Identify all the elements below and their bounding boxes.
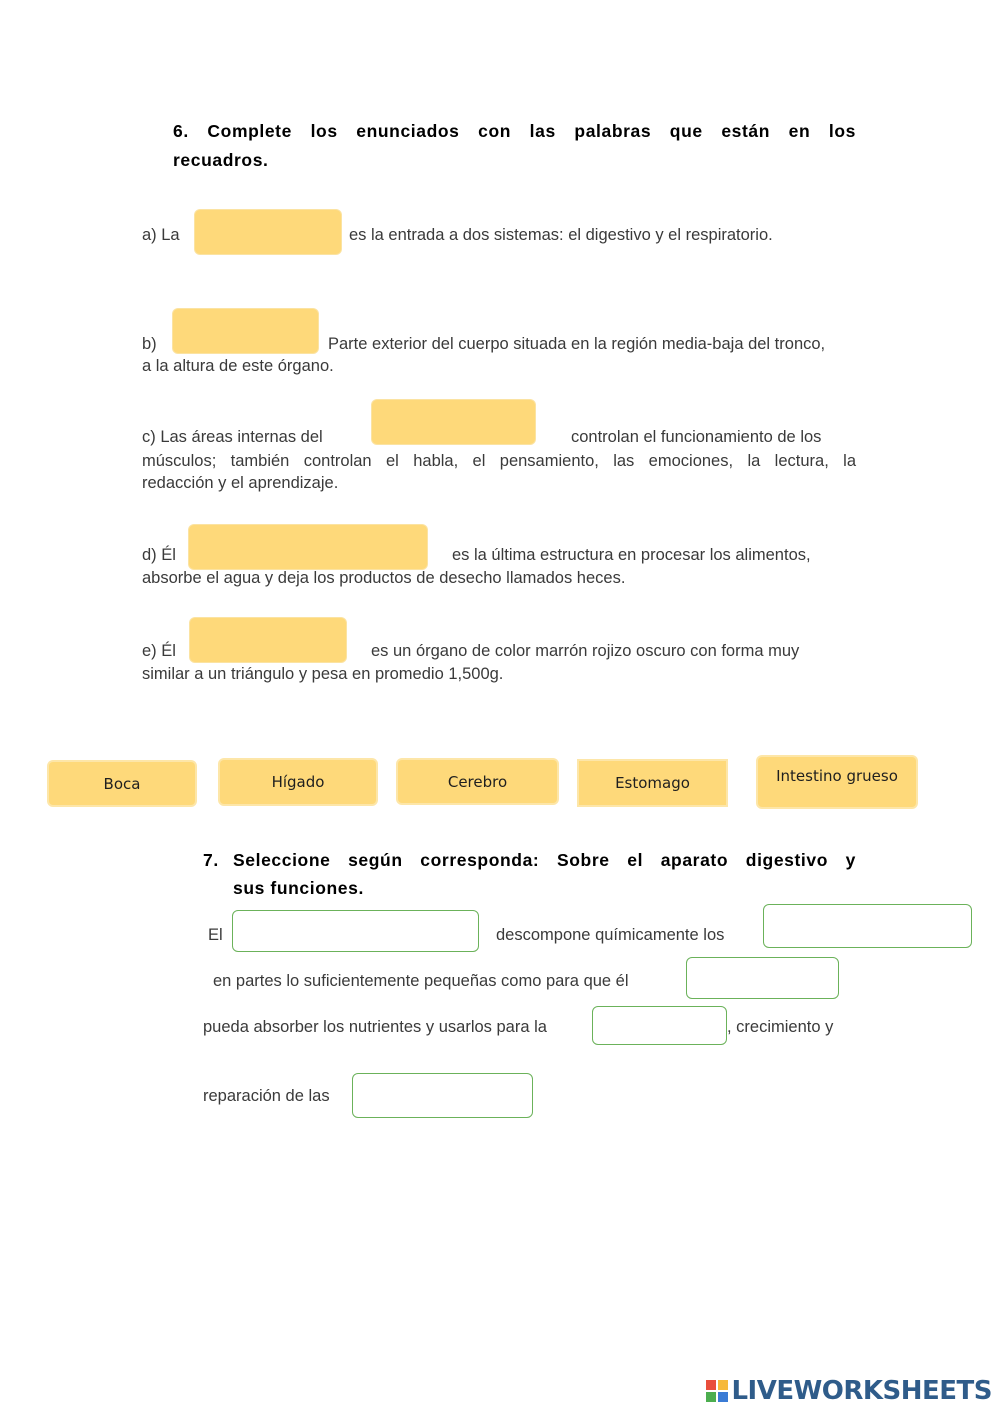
q6b-drop-zone[interactable] [173, 309, 318, 353]
q7-title-line1: Seleccione según corresponda: Sobre el aparato digestivo y [233, 850, 856, 870]
q6d-drop-zone[interactable] [189, 525, 427, 569]
q6d-line2: absorbe el agua y deja los productos de desecho llamados heces. [142, 569, 626, 587]
q6d-suffix: es la última estructura en procesar los alimentos, [452, 546, 811, 564]
q6e-line2: similar a un triángulo y pesa en promedio 1,500g. [142, 665, 504, 683]
q6e-suffix: es un órgano de color marrón rojizo oscuro con forma muy [371, 642, 800, 660]
logo-mark-icon [706, 1380, 728, 1402]
q6b-prefix: b) [142, 335, 157, 353]
q7-l3-suffix: , crecimiento y [727, 1018, 834, 1036]
q6e-prefix: e) Él [142, 642, 176, 660]
q6c-drop-zone[interactable] [372, 400, 535, 444]
word-chip-boca[interactable]: Boca [49, 762, 195, 805]
q7-select-5[interactable] [352, 1073, 533, 1118]
q6-title-line1: 6. Complete los enunciados con las palabras que están en los [173, 121, 856, 141]
q7-l4-text: reparación de las [203, 1087, 330, 1105]
q6-title-line2: recuadros. [173, 150, 269, 170]
q6a-drop-zone[interactable] [195, 210, 341, 254]
q7-select-3[interactable] [686, 957, 839, 999]
logo-square-3 [706, 1392, 716, 1402]
logo-text: LIVEWORKSHEETS [731, 1376, 992, 1406]
word-chip-higado[interactable]: Hígado [220, 760, 376, 804]
q6c-line3: redacción y el aprendizaje. [142, 474, 339, 492]
q7-select-2[interactable] [763, 904, 972, 948]
q6b-suffix: Parte exterior del cuerpo situada en la región media-baja del tronco, [328, 335, 826, 353]
q7-select-1[interactable] [232, 910, 479, 952]
q6a-suffix: es la entrada a dos sistemas: el digestivo y el respiratorio. [349, 226, 773, 244]
q6c-prefix: c) Las áreas internas del [142, 428, 323, 446]
logo-square-1 [706, 1380, 716, 1390]
q6b-line2: a la altura de este órgano. [142, 357, 334, 375]
q7-title-line2: sus funciones. [233, 878, 364, 898]
word-chip-intestino-grueso[interactable]: Intestino grueso [758, 757, 916, 807]
q7-select-4[interactable] [592, 1006, 727, 1045]
q7-l3-text: pueda absorber los nutrientes y usarlos para la [203, 1018, 547, 1036]
q7-l1-prefix: El [208, 926, 223, 944]
q7-l2-text: en partes lo suficientemente pequeñas como para que él [213, 972, 629, 990]
q6d-prefix: d) Él [142, 546, 176, 564]
q7-l1-mid: descompone químicamente los [496, 926, 725, 944]
liveworksheets-logo [706, 1376, 992, 1406]
word-chip-estomago[interactable]: Estomago [579, 761, 726, 805]
word-chip-cerebro[interactable]: Cerebro [398, 760, 557, 803]
logo-square-2 [718, 1380, 728, 1390]
q6c-line2: músculos; también controlan el habla, el pensamiento, las emociones, la lectura, la [142, 452, 856, 470]
q6a-prefix: a) La [142, 226, 180, 244]
logo-square-4 [718, 1392, 728, 1402]
q6c-suffix: controlan el funcionamiento de los [571, 428, 822, 446]
q7-title-number: 7. [203, 850, 219, 870]
q6e-drop-zone[interactable] [190, 618, 346, 662]
